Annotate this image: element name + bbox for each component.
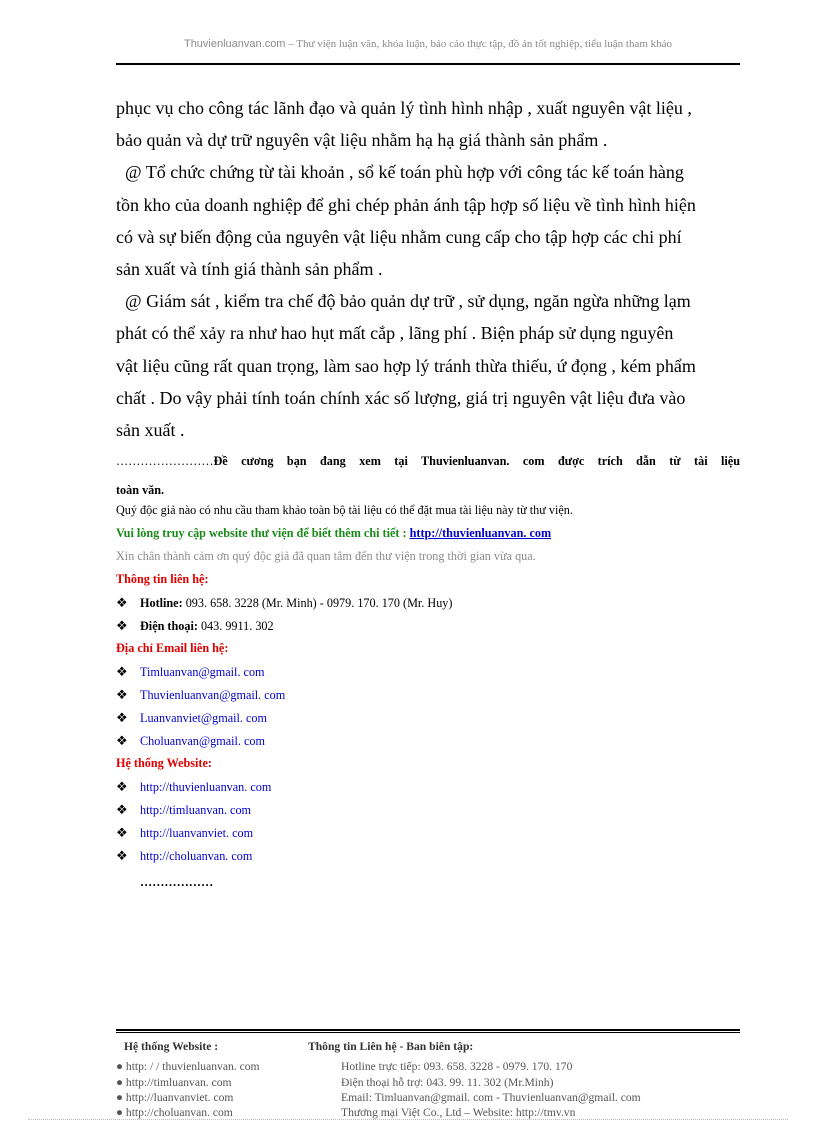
diamond-bullet-icon: ❖ [116, 733, 128, 748]
thanks-line: Xin chân thành cảm ơn quý độc giả đã quan tâm đến thư viện trong thời gian vừa qua. [116, 549, 536, 563]
body-line: bảo quản và dự trữ nguyên vật liệu nhằm hạ hạ giá thành sản phẩm . [116, 130, 608, 151]
notice-continuation: toàn văn. [116, 483, 165, 497]
hotline-value: 093. 658. 3228 (Mr. Minh) - 0979. 170. 170 (Mr. Huy) [185, 595, 453, 610]
list-item [116, 710, 267, 726]
list-item [116, 733, 265, 749]
body-line: @ Giám sát , kiểm tra chế độ bảo quản dự trữ , sử dụng, ngăn ngừa những lạm [116, 291, 691, 312]
body-line: tồn kho của doanh nghiệp để ghi chép phản ánh tập hợp số liệu về tình hình hiện [116, 194, 696, 215]
phone-label: Điện thoại: [140, 618, 201, 633]
diamond-bullet-icon: ❖ [116, 687, 128, 702]
footer-website-item[interactable]: ● http://choluanvan. com [116, 1106, 233, 1120]
visit-text: Vui lòng truy cập website thư viện để biết thêm chi tiết : [116, 526, 410, 540]
body-line: phát có thể xảy ra như hao hụt mất cắp , lãng phí . Biện pháp sử dụng nguyên [116, 323, 674, 344]
footer-contact-item: Email: Timluanvan@gmail. com - Thuvienluanvan@gmail. com [341, 1090, 641, 1104]
notice-dots: …………………… [116, 454, 214, 468]
body-line: vật liệu cũng rất quan trọng, làm sao hợp lý tránh thừa thiếu, ứ đọng , kém phẩm [116, 355, 696, 376]
footer-divider-thin [116, 1032, 740, 1033]
hotline-label: Hotline: [140, 595, 186, 610]
footer-websites [116, 1039, 316, 1120]
diamond-bullet-icon: ❖ [116, 848, 128, 863]
website-link[interactable]: http://choluanvan. com [140, 848, 253, 863]
buy-line: Quý độc giả nào có nhu cầu tham khảo toàn bộ tài liệu có thể đặt mua tài liệu này từ thư viện. [116, 503, 573, 517]
footer-websites-heading: Hệ thống Website : [124, 1040, 219, 1053]
list-item [116, 595, 452, 611]
header-divider [116, 63, 740, 65]
diamond-bullet-icon: ❖ [116, 802, 128, 817]
visit-link[interactable]: http://thuvienluanvan. com [409, 526, 552, 540]
footer-contact-heading: Thông tin Liên hệ - Ban biên tập: [308, 1040, 474, 1053]
website-heading: Hệ thống Website: [116, 756, 212, 770]
diamond-bullet-icon: ❖ [116, 664, 128, 679]
list-item [116, 664, 265, 680]
list-item [116, 687, 285, 703]
footer-website-item[interactable]: ● http: / / thuvienluanvan. com [116, 1060, 260, 1074]
page-bottom-border [28, 1119, 788, 1120]
email-heading: Địa chỉ Email liên hệ: [116, 641, 229, 655]
header-site-name: Thuvienluanvan.com [183, 38, 286, 50]
visit-line [116, 526, 551, 541]
list-item [116, 779, 271, 795]
body-line: chất . Do vậy phải tính toán chính xác số lượng, giá trị nguyên vật liệu đưa vào [116, 387, 686, 408]
footer-website-item[interactable]: ● http://timluanvan. com [116, 1075, 232, 1089]
footer-website-item[interactable]: ● http://luanvanviet. com [116, 1090, 234, 1104]
contact-heading: Thông tin liên hệ: [116, 572, 209, 586]
document-body [116, 92, 746, 446]
footer-contact-item: Điện thoại hỗ trợ: 043. 99. 11. 302 (Mr.Minh) [341, 1075, 554, 1089]
footer-contact-item: Hotline trực tiếp: 093. 658. 3228 - 0979. 170. 170 [341, 1060, 573, 1074]
email-link[interactable]: Luanvanviet@gmail. com [140, 710, 267, 725]
body-line: có và sự biến động của nguyên vật liệu nhằm cung cấp cho tập hợp các chi phí [116, 226, 682, 247]
website-link[interactable]: http://luanvanviet. com [140, 825, 254, 840]
body-line: @ Tổ chức chứng từ tài khoản , sổ kế toán phù hợp với công tác kế toán hàng [116, 162, 684, 183]
header-tagline: – Thư viện luận văn, khóa luận, báo cáo thực tập, đồ án tốt nghiệp, tiểu luận tham khảo [285, 38, 673, 50]
list-item [116, 848, 252, 864]
diamond-bullet-icon: ❖ [116, 779, 128, 794]
notice-lead-text: Đề cương bạn đang xem tại Thuvienluanvan. com được trích dẫn từ tài liệu [213, 454, 740, 468]
notice-lead [116, 452, 740, 470]
diamond-bullet-icon: ❖ [116, 618, 128, 633]
email-link[interactable]: Thuvienluanvan@gmail. com [140, 687, 286, 702]
list-item [116, 802, 251, 818]
phone-value: 043. 9911. 302 [200, 618, 274, 633]
body-line: sản xuất và tính giá thành sản phẩm . [116, 259, 383, 280]
diamond-bullet-icon: ❖ [116, 595, 128, 610]
email-link[interactable]: Choluanvan@gmail. com [140, 733, 265, 748]
footer-contact [308, 1039, 738, 1120]
email-link[interactable]: Timluanvan@gmail. com [140, 664, 265, 679]
body-line: phục vụ cho công tác lãnh đạo và quản lý tình hình nhập , xuất nguyên vật liệu , [116, 98, 692, 118]
footer-contact-item: Thương mại Việt Co., Ltd – Website: http://tmv.vn [341, 1106, 576, 1120]
page-header [116, 38, 740, 50]
notice-block [116, 452, 740, 499]
list-item [116, 825, 253, 841]
list-item [116, 618, 274, 634]
diamond-bullet-icon: ❖ [116, 710, 128, 725]
body-line: sản xuất . [116, 420, 185, 441]
website-link[interactable]: http://thuvienluanvan. com [140, 779, 272, 794]
website-link[interactable]: http://timluanvan. com [140, 802, 252, 817]
trailing-dots: ……………… [140, 875, 214, 889]
diamond-bullet-icon: ❖ [116, 825, 128, 840]
footer-divider [116, 1029, 740, 1031]
